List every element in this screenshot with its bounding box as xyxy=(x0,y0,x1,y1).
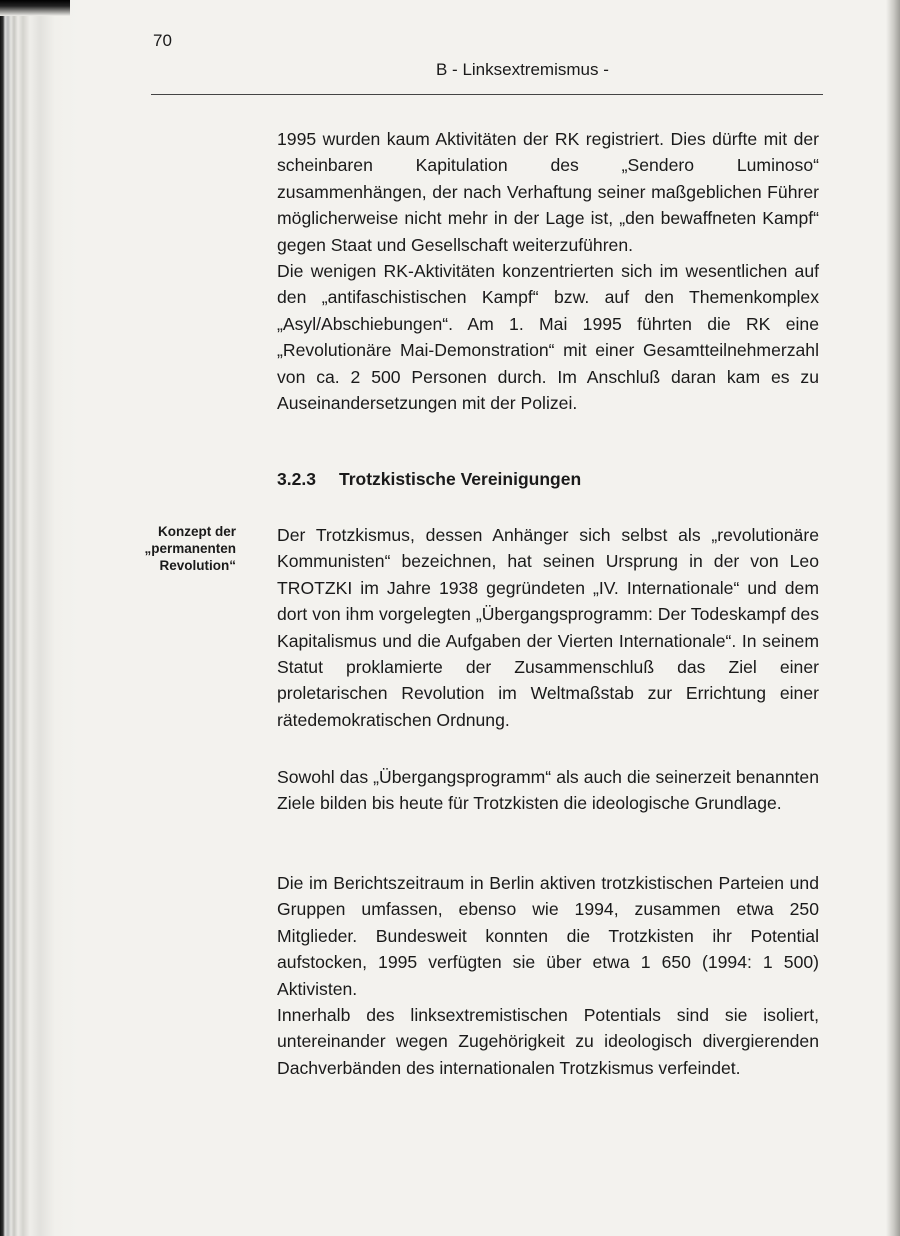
body-paragraph: Sowohl das „Übergangsprogramm“ als auch die seinerzeit benannten Ziele bilden bis heute für Trotzkisten die ideologische Grundlage. xyxy=(277,767,819,814)
margin-note-line: Konzept der xyxy=(157,524,236,539)
binding-shadow xyxy=(0,0,70,16)
section-number: 3.2.3 xyxy=(277,469,316,489)
margin-note-line: Revolution“ xyxy=(159,558,236,573)
body-paragraph: 1995 wurden kaum Aktivitäten der RK registriert. Dies dürfte mit der scheinbaren Kapitulation des „Sendero Luminoso“ zusammenhängen, der nach Verhaftung seiner maßgeblichen Führer möglicherweise nicht mehr in der Lage ist, „den bewaffneten Kampf“ gegen Staat und Gesellschaft weiterzuführen. xyxy=(277,129,819,255)
section-title: Trotzkistische Vereinigungen xyxy=(339,469,582,489)
section-heading xyxy=(277,469,581,490)
body-paragraph: Die im Berichtszeitraum in Berlin aktiven trotzkistischen Parteien und Gruppen umfassen, ebenso wie 1994, zusammen etwa 250 Mitglieder. Bundesweit konnten die Trotzkisten ihr Potential aufstocken, 1995 verfügten sie über etwa 1 650 (1994: 1 500) Aktivisten. xyxy=(277,873,819,999)
body-paragraph: Innerhalb des linksextremistischen Potentials sind sie isoliert, untereinander wegen Zugehörigkeit zu ideologisch divergierenden Dachverbänden des internationalen Trotzkismus verfeindet. xyxy=(277,1005,819,1078)
margin-note xyxy=(136,523,236,574)
running-header: B - Linksextremismus - xyxy=(436,60,609,79)
margin-note-line: „permanenten xyxy=(144,541,236,556)
body-paragraph: Der Trotzkismus, dessen Anhänger sich selbst als „revolutionäre Kommunisten“ bezeichnen, hat seinen Ursprung in der von Leo TROTZKI im Jahre 1938 gegründeten „IV. Internationale“ und dem dort von ihm vorgelegten „Übergangsprogramm: Der Todeskampf des Kapitalismus und die Aufgaben der Vierten Internationale“. In seinem Statut proklamierte der Zusammenschluß das Ziel einer proletarischen Revolution im Weltmaßstab zur Errichtung einer rätedemokratischen Ordnung. xyxy=(277,525,819,730)
body-paragraph: Die wenigen RK-Aktivitäten konzentrierten sich im wesentlichen auf den „antifaschistischen Kampf“ bzw. auf den Themenkomplex „Asyl/Abschiebungen“. Am 1. Mai 1995 führten die RK eine „Revolutionäre Mai-Demonstration“ mit einer Gesamtteilnehmerzahl von ca. 2 500 Personen durch. Im Anschluß daran kam es zu Auseinandersetzungen mit der Polizei. xyxy=(277,261,819,414)
book-binding-edge xyxy=(0,0,80,1236)
page-right-edge xyxy=(886,0,900,1236)
page-number: 70 xyxy=(153,31,172,50)
header-rule xyxy=(151,94,823,95)
